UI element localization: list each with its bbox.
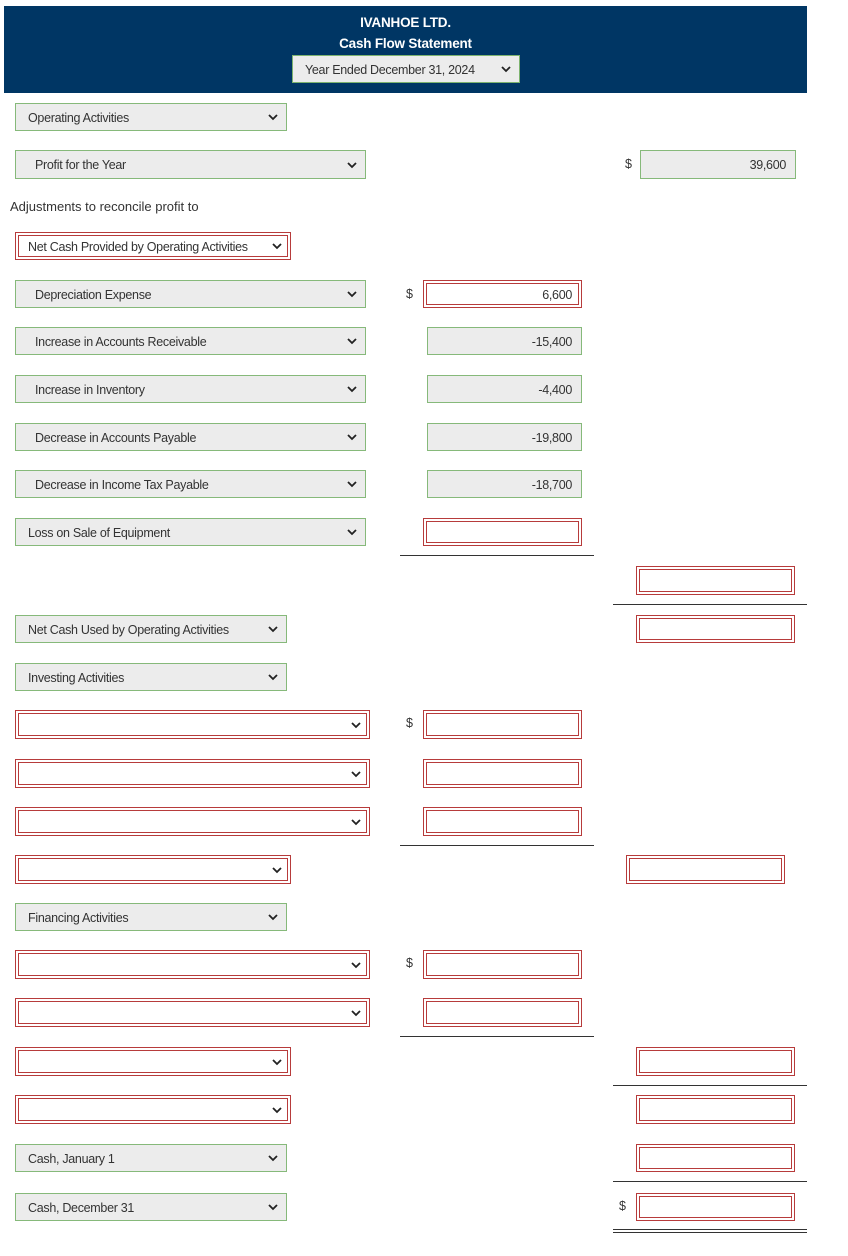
investing-select-3[interactable] xyxy=(15,807,370,836)
chevron-down-icon xyxy=(272,242,282,250)
chevron-down-icon xyxy=(268,1203,278,1211)
chevron-down-icon xyxy=(268,673,278,681)
profit-amount-value: 39,600 xyxy=(749,158,786,172)
adjustment-label: Loss on Sale of Equipment xyxy=(28,526,170,540)
financing-amount-1[interactable] xyxy=(423,950,582,979)
adjustment-amount-5[interactable] xyxy=(427,470,582,498)
dollar-sign: $ xyxy=(406,287,413,301)
chevron-down-icon xyxy=(347,337,357,345)
period-select-value: Year Ended December 31, 2024 xyxy=(305,63,475,77)
chevron-down-icon xyxy=(272,1058,282,1066)
adjustment-amount: -19,800 xyxy=(531,431,572,445)
adjustment-label: Increase in Inventory xyxy=(35,383,145,397)
subtotal-rule xyxy=(613,1181,807,1182)
chevron-down-icon xyxy=(347,433,357,441)
adjustment-amount: -15,400 xyxy=(531,335,572,349)
adjustment-label: Increase in Accounts Receivable xyxy=(35,335,207,349)
adjust-select[interactable] xyxy=(15,232,291,260)
operating-total-select[interactable] xyxy=(15,615,287,643)
adjustment-select-2[interactable] xyxy=(15,327,366,355)
operating-total-input[interactable] xyxy=(636,615,795,643)
adjustment-amount: -4,400 xyxy=(538,383,572,397)
profit-amount-input[interactable] xyxy=(640,150,796,179)
financing-heading-select[interactable] xyxy=(15,903,287,931)
double-rule-bottom xyxy=(613,1232,807,1233)
adjustment-amount-4[interactable] xyxy=(427,423,582,451)
financing-select-2[interactable] xyxy=(15,998,370,1027)
adjustment-amount-6[interactable] xyxy=(423,518,582,546)
investing-heading-value: Investing Activities xyxy=(28,671,125,685)
investing-total-select[interactable] xyxy=(15,855,291,884)
net-change-input[interactable] xyxy=(636,1095,795,1124)
subtotal-rule xyxy=(400,555,594,556)
adjustment-select-4[interactable] xyxy=(15,423,366,451)
chevron-down-icon xyxy=(351,961,361,969)
statement-header xyxy=(4,6,807,93)
investing-amount-3[interactable] xyxy=(423,807,582,836)
financing-select-1[interactable] xyxy=(15,950,370,979)
financing-amount-2[interactable] xyxy=(423,998,582,1027)
investing-amount-1[interactable] xyxy=(423,710,582,739)
net-change-select[interactable] xyxy=(15,1095,291,1124)
operating-total-value: Net Cash Used by Operating Activities xyxy=(28,623,229,637)
adjustment-amount: 6,600 xyxy=(542,288,572,302)
investing-select-1[interactable] xyxy=(15,710,370,739)
dollar-sign: $ xyxy=(619,1199,626,1213)
chevron-down-icon xyxy=(347,385,357,393)
chevron-down-icon xyxy=(268,113,278,121)
subtotal-rule xyxy=(613,604,807,605)
adjustment-label: Decrease in Income Tax Payable xyxy=(35,478,209,492)
chevron-down-icon xyxy=(272,866,282,874)
dollar-sign: $ xyxy=(406,716,413,730)
cash-end-input[interactable] xyxy=(636,1193,795,1221)
adjustment-select-1[interactable] xyxy=(15,280,366,308)
company-name: IVANHOE LTD. xyxy=(360,15,451,30)
adjustment-amount-1[interactable] xyxy=(423,280,582,308)
adjustment-label: Decrease in Accounts Payable xyxy=(35,431,197,445)
chevron-down-icon xyxy=(347,290,357,298)
investing-heading-select[interactable] xyxy=(15,663,287,691)
dollar-sign: $ xyxy=(625,157,632,171)
financing-total-input[interactable] xyxy=(636,1047,795,1076)
adjustments-label: Adjustments to reconcile profit to xyxy=(10,199,199,214)
adjust-select-value: Net Cash Provided by Operating Activities xyxy=(28,240,248,254)
chevron-down-icon xyxy=(347,528,357,536)
adjustments-total-input[interactable] xyxy=(636,566,795,595)
adjustment-select-6[interactable] xyxy=(15,518,366,546)
chevron-down-icon xyxy=(351,1009,361,1017)
subtotal-rule xyxy=(400,1036,594,1037)
investing-total-input[interactable] xyxy=(626,855,785,884)
chevron-down-icon xyxy=(351,770,361,778)
cash-begin-input[interactable] xyxy=(636,1144,795,1172)
adjustment-amount-3[interactable] xyxy=(427,375,582,403)
cash-begin-select[interactable] xyxy=(15,1144,287,1172)
chevron-down-icon xyxy=(501,65,511,73)
statement-title: Cash Flow Statement xyxy=(339,36,472,51)
chevron-down-icon xyxy=(268,1154,278,1162)
subtotal-rule xyxy=(613,1085,807,1086)
financing-total-select[interactable] xyxy=(15,1047,291,1076)
chevron-down-icon xyxy=(347,480,357,488)
adjustment-select-3[interactable] xyxy=(15,375,366,403)
investing-select-2[interactable] xyxy=(15,759,370,788)
cash-end-select[interactable] xyxy=(15,1193,287,1221)
double-rule-top xyxy=(613,1229,807,1230)
chevron-down-icon xyxy=(268,913,278,921)
adjustment-select-5[interactable] xyxy=(15,470,366,498)
chevron-down-icon xyxy=(268,625,278,633)
chevron-down-icon xyxy=(351,721,361,729)
chevron-down-icon xyxy=(347,161,357,169)
adjustment-amount: -18,700 xyxy=(531,478,572,492)
financing-heading-value: Financing Activities xyxy=(28,911,129,925)
period-select[interactable] xyxy=(292,55,520,83)
profit-select-value: Profit for the Year xyxy=(35,158,126,172)
dollar-sign: $ xyxy=(406,956,413,970)
adjustment-label: Depreciation Expense xyxy=(35,288,152,302)
profit-select[interactable] xyxy=(15,150,366,179)
operating-heading-select[interactable] xyxy=(15,103,287,131)
subtotal-rule xyxy=(400,845,594,846)
cash-end-value: Cash, December 31 xyxy=(28,1201,135,1215)
chevron-down-icon xyxy=(272,1106,282,1114)
operating-heading-value: Operating Activities xyxy=(28,111,129,125)
cash-begin-value: Cash, January 1 xyxy=(28,1152,115,1166)
chevron-down-icon xyxy=(351,818,361,826)
adjustment-amount-2[interactable] xyxy=(427,327,582,355)
investing-amount-2[interactable] xyxy=(423,759,582,788)
